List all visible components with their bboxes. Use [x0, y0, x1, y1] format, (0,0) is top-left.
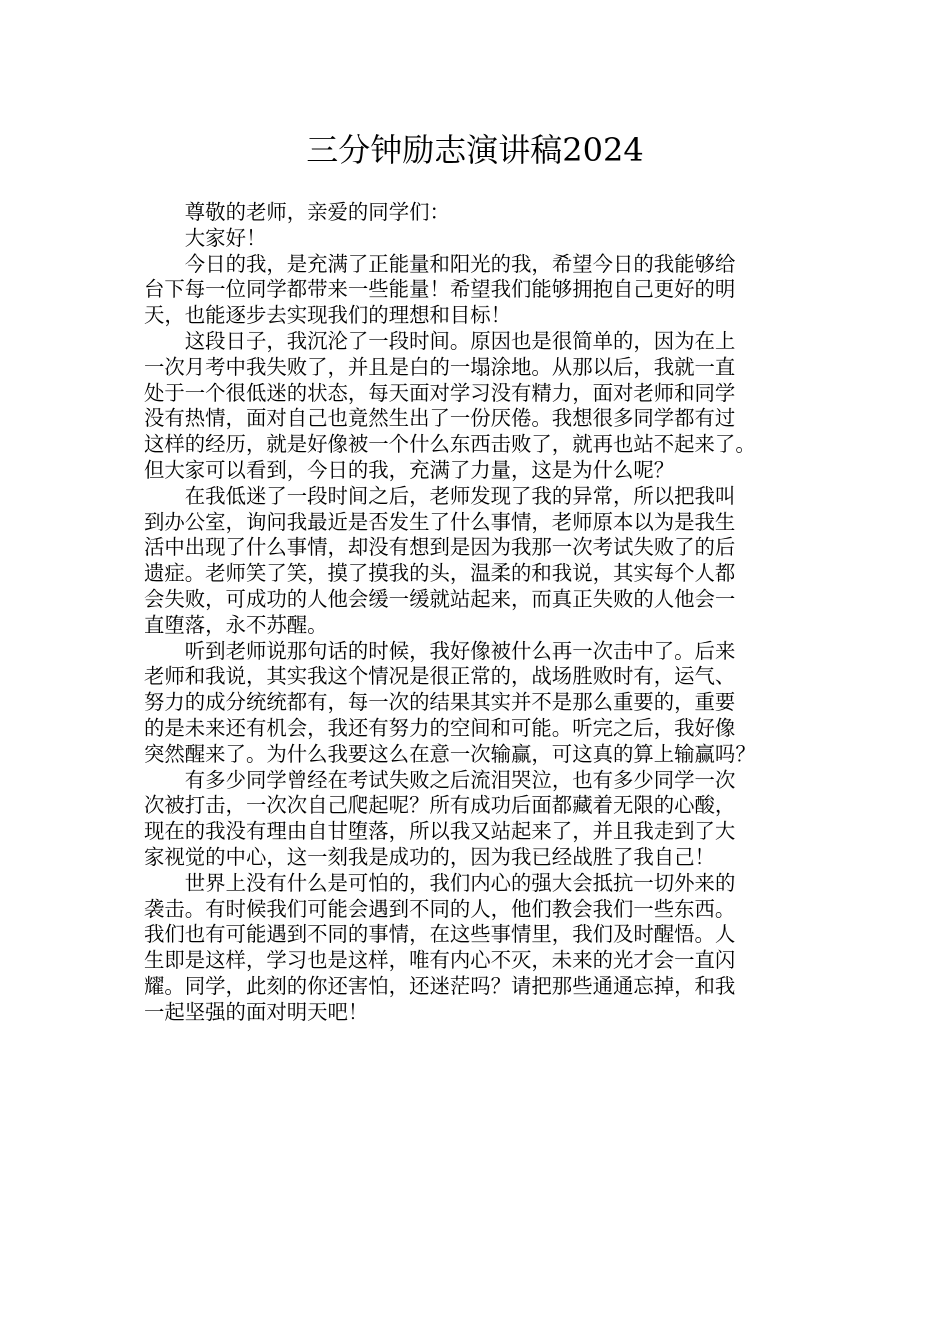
paragraph-3 [144, 484, 824, 639]
text-line: 家视觉的中心，这一刻我是成功的，因为我已经战胜了我自己！ [144, 844, 715, 869]
text-line: 袭击。有时候我们可能会遇到不同的人，他们教会我们一些东西。 [144, 896, 736, 921]
text-line: 活中出现了什么事情，却没有想到是因为我那一次考试失败了的后 [144, 535, 736, 560]
text-line: 台下每一位同学都带来一些能量！希望我们能够拥抱自己更好的明 [144, 277, 736, 302]
text-line: 天，也能逐步去实现我们的理想和目标！ [144, 303, 512, 328]
text-line: 处于一个很低迷的状态，每天面对学习没有精力，面对老师和同学 [144, 380, 736, 405]
salutation: 尊敬的老师，亲爱的同学们： [184, 200, 450, 224]
text-line: 直堕落，永不苏醒。 [144, 612, 328, 637]
text-line: 在我低迷了一段时间之后，老师发现了我的异常，所以把我叫 [184, 483, 736, 508]
text-line: 突然醒来了。为什么我要这么在意一次输赢，可这真的算上输赢吗？ [144, 741, 756, 766]
text-line: 生即是这样，学习也是这样，唯有内心不灭，未来的光才会一直闪 [144, 948, 736, 973]
text-line: 我们也有可能遇到不同的事情，在这些事情里，我们及时醒悟。人 [144, 922, 736, 947]
paragraph-2 [144, 329, 824, 484]
text-line: 次被打击，一次次自己爬起呢？所有成功后面都藏着无限的心酸， [144, 793, 736, 818]
text-line: 的是未来还有机会，我还有努力的空间和可能。听完之后，我好像 [144, 715, 736, 740]
text-line: 这样的经历，就是好像被一个什么东西击败了，就再也站不起来了。 [144, 432, 756, 457]
text-line: 现在的我没有理由自甘堕落，所以我又站起来了，并且我走到了大 [144, 819, 736, 844]
text-line: 有多少同学曾经在考试失败之后流泪哭泣，也有多少同学一次 [184, 767, 736, 792]
text-line: 耀。同学，此刻的你还害怕，还迷茫吗？请把那些通通忘掉，和我 [144, 973, 736, 998]
text-line: 世界上没有什么是可怕的，我们内心的强大会抵抗一切外来的 [184, 870, 736, 895]
text-line: 一起坚强的面对明天吧！ [144, 999, 369, 1024]
text-line: 到办公室，询问我最近是否发生了什么事情，老师原本以为是我生 [144, 509, 736, 534]
text-line: 但大家可以看到，今日的我，充满了力量，这是为什么呢？ [144, 457, 675, 482]
text-line: 老师和我说，其实我这个情况是很正常的，战场胜败时有，运气、 [144, 664, 736, 689]
text-line: 听到老师说那句话的时候，我好像被什么再一次击中了。后来 [184, 638, 736, 663]
text-line: 遗症。老师笑了笑，摸了摸我的头，温柔的和我说，其实每个人都 [144, 561, 736, 586]
paragraph-4 [144, 639, 824, 768]
text-line: 一次月考中我失败了，并且是白的一塌涂地。从那以后，我就一直 [144, 354, 736, 379]
text-line: 努力的成分统统都有，每一次的结果其实并不是那么重要的，重要 [144, 690, 736, 715]
document-body [144, 200, 824, 1026]
document-title: 三分钟励志演讲稿2024 [306, 131, 644, 169]
text-line: 今日的我，是充满了正能量和阳光的我，希望今日的我能够给 [184, 251, 736, 276]
paragraph-5 [144, 768, 824, 871]
greeting: 大家好！ [184, 225, 267, 250]
text-line: 没有热情，面对自己也竟然生出了一份厌倦。我想很多同学都有过 [144, 406, 736, 431]
text-line: 这段日子，我沉沦了一段时间。原因也是很简单的，因为在上 [184, 328, 736, 353]
paragraph-1 [144, 252, 824, 329]
paragraph-6 [144, 871, 824, 1026]
text-line: 会失败，可成功的人他会缓一缓就站起来，而真正失败的人他会一 [144, 586, 736, 611]
